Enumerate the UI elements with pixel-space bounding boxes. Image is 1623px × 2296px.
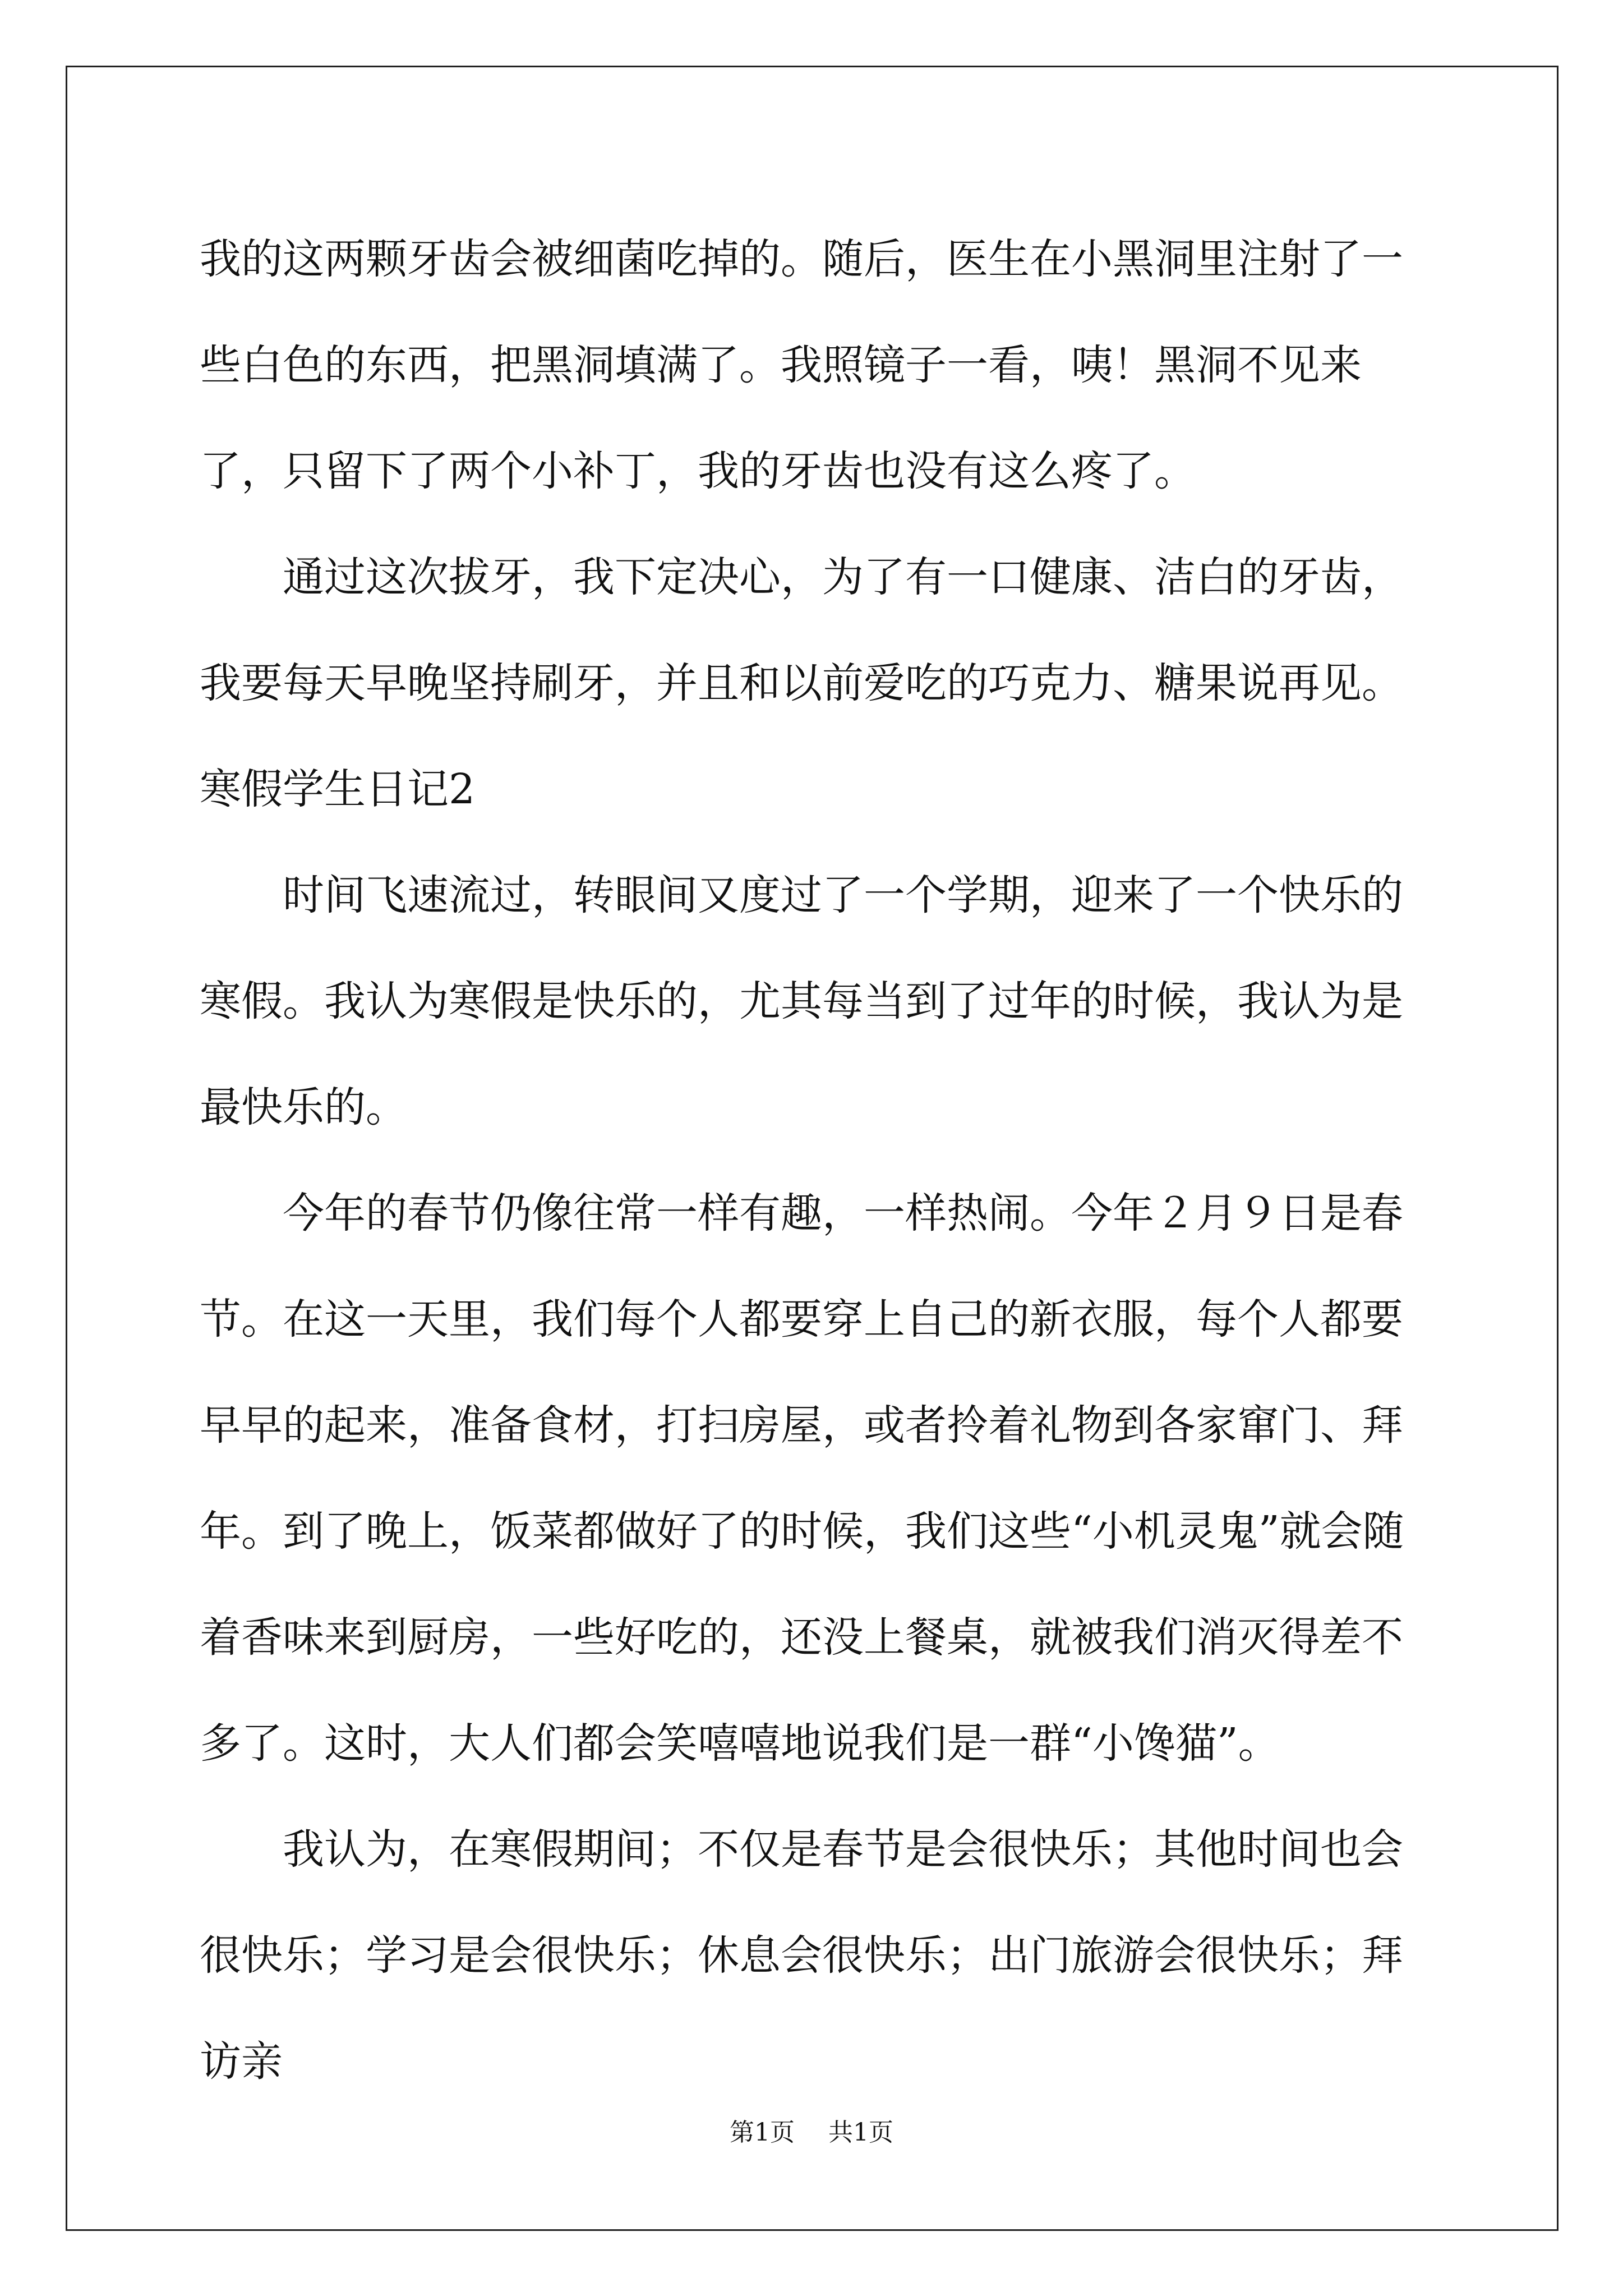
spring-festival-paragraph: 今年的春节仍像往常一样有趣，一样热闹。今年２月９日是春节。在这一天里，我们每个人都要穿上自己的新衣服，每个人都要早早的起来，准备食材，打扫房屋，或者拎着礼物到各家窜门、拜年。到了晚上，饭菜都做好了的时候，我们这些“小机灵鬼”就会随着香味来到厨房，一些好吃的，还没上餐桌，就被我们消灭得差不多了。这时，大人们都会笑嘻嘻地说我们是一群“小馋猫”。 xyxy=(200,1189,1404,1768)
page-footer xyxy=(0,2112,1623,2148)
section-heading: 寒假学生日记2 xyxy=(200,765,476,813)
page-number: 第1页 xyxy=(730,2118,795,2147)
continued-paragraph: 我的这两颗牙齿会被细菌吃掉的。随后，医生在小黑洞里注射了一些白色的东西，把黑洞填满了。我照镜子一看，咦！黑洞不见来了，只留下了两个小补丁，我的牙齿也没有这么疼了。 xyxy=(200,235,1403,495)
page-total: 共1页 xyxy=(828,2118,893,2147)
intro-paragraph: 时间飞速流过，转眼间又度过了一个学期，迎来了一个快乐的寒假。我认为寒假是快乐的，尤其每当到了过年的时候，我认为是最快乐的。 xyxy=(200,871,1403,1131)
opinion-paragraph: 我认为，在寒假期间；不仅是春节是会很快乐；其他时间也会很快乐；学习是会很快乐；休息会很快乐；出门旅游会很快乐；拜访亲 xyxy=(200,1825,1403,2086)
document-body xyxy=(200,206,1433,2115)
resolution-paragraph: 通过这次拔牙，我下定决心，为了有一口健康、洁白的牙齿，我要每天早晚坚持刷牙，并且和以前爱吃的巧克力、糖果说再见。 xyxy=(200,553,1403,707)
